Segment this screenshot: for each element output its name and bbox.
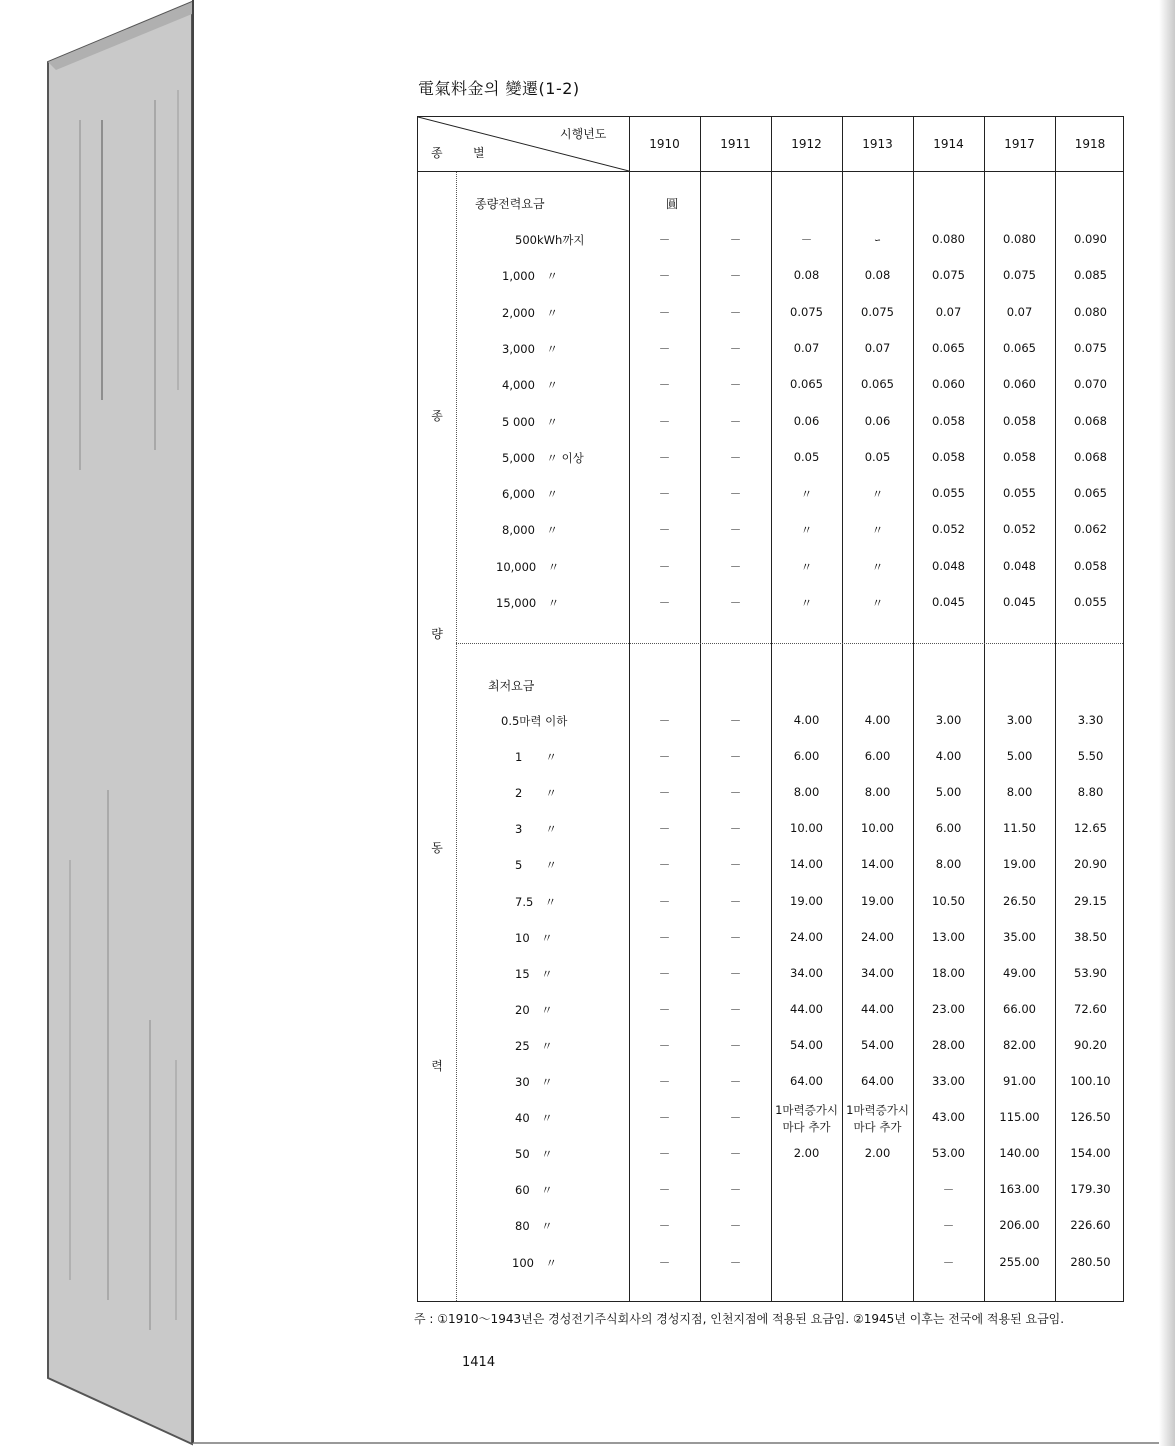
table-cell: 0.055 — [1074, 595, 1107, 609]
table-cell: 6.00 — [793, 749, 820, 764]
table-cell: 〃 — [871, 523, 884, 538]
table-cell: 72.60 — [1074, 1001, 1107, 1016]
year-header: 1914 — [933, 137, 964, 151]
table-cell: － — [658, 414, 671, 429]
table-cell: 280.50 — [1070, 1254, 1111, 1269]
table-cell: － — [658, 1075, 671, 1089]
table-cell: 11.50 — [1003, 821, 1036, 836]
table-cell: 0.060 — [1003, 377, 1036, 392]
table-cell: － — [729, 487, 742, 502]
table-cell: 44.00 — [790, 1001, 823, 1016]
table-cell: － — [658, 341, 671, 356]
table-cell: － — [658, 487, 671, 502]
table-cell: 0.048 — [1003, 558, 1036, 573]
table-cell: 19.00 — [790, 893, 823, 908]
table-row — [418, 522, 1125, 542]
table-cell: － — [729, 894, 742, 909]
table-row — [418, 486, 1125, 506]
table-cell: 0.07 — [793, 340, 820, 355]
table-cell: 0.05 — [864, 449, 891, 464]
table-cell: 0.070 — [1074, 377, 1107, 392]
table-cell: 8.80 — [1077, 785, 1104, 800]
row-label: 15 〃 — [515, 966, 553, 981]
table-cell: 100.10 — [1070, 1074, 1111, 1088]
category-char: 종 — [431, 409, 443, 423]
row-label: 100 〃 — [512, 1255, 557, 1270]
table-cell: 0.058 — [1003, 449, 1036, 464]
table-cell: 53.00 — [932, 1146, 965, 1161]
table-row — [418, 450, 1125, 470]
table-cell: 0.07 — [935, 304, 962, 319]
row-label: 3 〃 — [515, 822, 557, 837]
table-cell: 3.30 — [1077, 713, 1104, 727]
row-label: 7.5 〃 — [515, 894, 557, 909]
table-cell: 2.00 — [864, 1146, 891, 1161]
table-cell: 4.00 — [793, 713, 820, 727]
book-spine-edge — [0, 0, 200, 1446]
row-label: 5 000 〃 — [502, 414, 558, 429]
table-row — [418, 341, 1125, 361]
table-cell: 10.50 — [932, 893, 965, 908]
table-cell: ｰ — [874, 233, 881, 247]
year-header: 1912 — [791, 137, 822, 151]
table-cell: 0.07 — [1006, 304, 1033, 319]
table-cell: － — [658, 966, 671, 981]
table-cell: － — [658, 786, 671, 801]
year-header: 1910 — [649, 137, 680, 151]
table-row — [418, 1074, 1125, 1094]
table-cell: 26.50 — [1003, 893, 1036, 908]
table-cell: 4.00 — [864, 713, 891, 727]
table-cell: 38.50 — [1074, 929, 1107, 944]
table-cell: 34.00 — [790, 965, 823, 980]
table-row — [418, 232, 1125, 252]
row-label: 20 〃 — [515, 1002, 553, 1017]
table-cell: 163.00 — [999, 1182, 1040, 1197]
page-number: 1414 — [462, 1355, 496, 1370]
table-cell: 3.00 — [935, 713, 962, 727]
category-char: 력 — [431, 1059, 443, 1073]
table-cell: － — [658, 822, 671, 837]
table-cell: 8.00 — [935, 857, 962, 872]
table-cell: 0.08 — [793, 268, 820, 283]
table-cell: － — [729, 596, 742, 610]
table-cell: － — [658, 378, 671, 393]
table-cell: 0.085 — [1074, 268, 1107, 283]
table-row — [418, 930, 1125, 950]
table-cell: 0.062 — [1074, 522, 1107, 537]
row-label: 50 〃 — [515, 1147, 553, 1162]
table-cell: 8.00 — [864, 785, 891, 800]
row-label: 4,000 〃 — [502, 378, 558, 393]
table-cell: 0.075 — [1074, 340, 1107, 355]
row-label: 15,000 〃 — [496, 596, 560, 610]
table-row — [418, 1002, 1125, 1022]
table-cell: 33.00 — [932, 1074, 965, 1088]
footnote: 주 : ①1910～1943년은 경성전기주식회사의 경성지점, 인천지점에 적용된 요금임. ②1945년 이후는 전국에 적용된 요금임. — [414, 1312, 1065, 1326]
table-cell: 24.00 — [861, 929, 894, 944]
table-cell: － — [658, 450, 671, 465]
table-cell: － — [658, 894, 671, 909]
table-cell: 14.00 — [861, 857, 894, 872]
table-cell: 0.055 — [1003, 486, 1036, 501]
row-label: 60 〃 — [515, 1183, 553, 1198]
table-cell: － — [729, 714, 742, 728]
table-cell: 0.058 — [1003, 413, 1036, 428]
table-cell: － — [942, 1219, 955, 1234]
table-cell: 0.055 — [932, 486, 965, 501]
table-cell: 54.00 — [861, 1037, 894, 1052]
table-cell: 0.080 — [932, 232, 965, 246]
table-cell: 35.00 — [1003, 929, 1036, 944]
year-header: 1917 — [1004, 137, 1035, 151]
table-row — [418, 894, 1125, 914]
table-cell: 6.00 — [935, 821, 962, 836]
table-row — [418, 559, 1125, 579]
table-cell: － — [658, 559, 671, 574]
table-cell: － — [729, 269, 742, 284]
table-cell: － — [729, 750, 742, 765]
table-cell: － — [658, 305, 671, 320]
table-cell: 0.05 — [793, 449, 820, 464]
category-char: 량 — [431, 627, 443, 641]
table-cell: － — [729, 1255, 742, 1270]
table-row — [418, 1218, 1125, 1238]
increment-note: 1마력증가시 마다 추가 — [846, 1103, 909, 1134]
table-cell: － — [942, 1183, 955, 1198]
table-cell: － — [729, 930, 742, 945]
table-cell: 0.075 — [932, 268, 965, 283]
table-cell: － — [729, 1147, 742, 1162]
table-cell: － — [658, 714, 671, 728]
row-label: 1 〃 — [515, 750, 557, 765]
table-cell: 23.00 — [932, 1001, 965, 1016]
table-cell: － — [729, 1219, 742, 1234]
table-cell: － — [729, 786, 742, 801]
table-cell: 54.00 — [790, 1037, 823, 1052]
table-cell: 64.00 — [861, 1074, 894, 1088]
row-label: 1,000 〃 — [502, 269, 558, 284]
table-row — [418, 595, 1125, 615]
table-cell: 154.00 — [1070, 1146, 1111, 1161]
table-cell: － — [658, 750, 671, 765]
table-cell: 0.068 — [1074, 449, 1107, 464]
table-cell: 19.00 — [861, 893, 894, 908]
table-cell: － — [658, 523, 671, 538]
table-cell: 〃 — [800, 596, 813, 610]
table-cell: － — [942, 1255, 955, 1270]
table-row — [418, 377, 1125, 397]
section-title: 최저요금 — [488, 679, 535, 693]
table-cell: － — [729, 1038, 742, 1053]
table-cell: 5.00 — [1006, 749, 1033, 764]
table-cell: 10.00 — [861, 821, 894, 836]
table-cell: 115.00 — [999, 1110, 1040, 1125]
row-label: 10,000 〃 — [496, 559, 560, 574]
category-axis-label-1: 종 — [431, 146, 443, 160]
table-cell: － — [800, 233, 813, 247]
table-cell: 0.08 — [864, 268, 891, 283]
table-cell: 2.00 — [793, 1146, 820, 1161]
table-cell: 91.00 — [1003, 1074, 1036, 1088]
table-cell: 10.00 — [790, 821, 823, 836]
table-cell: 179.30 — [1070, 1182, 1111, 1197]
table-cell: 0.060 — [932, 377, 965, 392]
row-label: 500kWh까지 — [515, 233, 585, 247]
table-cell: － — [729, 305, 742, 320]
table-cell: － — [658, 269, 671, 284]
table-row — [418, 1255, 1125, 1275]
table-cell: 0.065 — [1003, 340, 1036, 355]
table-cell: － — [658, 930, 671, 945]
table-cell: － — [658, 1255, 671, 1270]
header-divider — [418, 171, 1123, 172]
table-cell: 0.065 — [790, 377, 823, 392]
table-cell: 0.065 — [861, 377, 894, 392]
table-cell: － — [729, 858, 742, 873]
table-cell: 18.00 — [932, 965, 965, 980]
table-cell: 8.00 — [1006, 785, 1033, 800]
table-cell: － — [729, 341, 742, 356]
row-label: 6,000 〃 — [502, 487, 558, 502]
table-cell: － — [658, 1038, 671, 1053]
row-label: 80 〃 — [515, 1219, 553, 1234]
table-cell: 64.00 — [790, 1074, 823, 1088]
row-label: 5 〃 — [515, 858, 557, 873]
table-row — [418, 1182, 1125, 1202]
year-header: 1911 — [720, 137, 751, 151]
table-cell: 0.075 — [861, 304, 894, 319]
table-cell: 13.00 — [932, 929, 965, 944]
table-cell: － — [729, 378, 742, 393]
table-cell: 255.00 — [999, 1254, 1040, 1269]
table-cell: － — [729, 559, 742, 574]
table-row — [418, 857, 1125, 877]
section-divider — [456, 643, 1123, 644]
table-cell: 6.00 — [864, 749, 891, 764]
table-cell: 0.07 — [864, 340, 891, 355]
document-title: 電氣料金의 變遷(1-2) — [418, 79, 580, 98]
table-cell: 43.00 — [932, 1110, 965, 1125]
row-label: 2,000 〃 — [502, 305, 558, 320]
table-cell: 0.045 — [1003, 595, 1036, 609]
table-row — [418, 713, 1125, 733]
table-cell: 44.00 — [861, 1001, 894, 1016]
table-cell: － — [729, 1002, 742, 1017]
table-cell: 〃 — [871, 487, 884, 502]
row-label: 40 〃 — [515, 1111, 553, 1126]
row-label: 10 〃 — [515, 930, 553, 945]
table-cell: 126.50 — [1070, 1110, 1111, 1125]
table-cell: － — [729, 1075, 742, 1089]
table-cell: － — [729, 523, 742, 538]
table-cell: 5.00 — [935, 785, 962, 800]
table-cell: 140.00 — [999, 1146, 1040, 1161]
table-cell: － — [658, 858, 671, 873]
table-cell: 0.06 — [864, 413, 891, 428]
table-cell: 0.090 — [1074, 232, 1107, 246]
row-label: 0.5마력 이하 — [501, 714, 568, 728]
table-cell: － — [729, 1183, 742, 1198]
table-cell: － — [658, 1183, 671, 1198]
rate-table — [417, 116, 1124, 1302]
table-cell: － — [658, 596, 671, 610]
table-cell: － — [729, 822, 742, 837]
table-cell: 0.065 — [932, 340, 965, 355]
table-cell: 226.60 — [1070, 1218, 1111, 1233]
table-row — [418, 414, 1125, 434]
table-cell: － — [658, 1219, 671, 1234]
table-cell: 〃 — [800, 523, 813, 538]
table-cell: － — [729, 966, 742, 981]
table-cell: 0.052 — [1003, 522, 1036, 537]
table-cell: 49.00 — [1003, 965, 1036, 980]
table-cell: 24.00 — [790, 929, 823, 944]
table-cell: 0.080 — [1074, 304, 1107, 319]
table-row — [418, 268, 1125, 288]
year-header: 1918 — [1074, 137, 1106, 151]
table-cell: 19.00 — [1003, 857, 1036, 872]
table-cell: 0.052 — [932, 522, 965, 537]
table-row — [418, 821, 1125, 841]
table-cell: － — [658, 1111, 671, 1126]
table-cell: － — [729, 450, 742, 465]
table-cell: 53.90 — [1074, 965, 1107, 980]
table-cell: 0.065 — [1074, 486, 1107, 501]
table-cell: 〃 — [871, 559, 884, 574]
table-cell: 0.045 — [932, 595, 965, 609]
unit-label: 圓 — [666, 197, 679, 211]
table-cell: 29.15 — [1074, 893, 1107, 908]
table-cell: 14.00 — [790, 857, 823, 872]
section-title: 종량전력요금 — [475, 197, 545, 211]
table-cell: 0.06 — [793, 413, 820, 428]
table-cell: 34.00 — [861, 965, 894, 980]
table-cell: － — [729, 414, 742, 429]
table-cell: 〃 — [800, 559, 813, 574]
table-cell: 0.058 — [932, 449, 965, 464]
table-cell: 206.00 — [999, 1218, 1040, 1233]
row-label: 5,000 〃 이상 — [502, 450, 584, 465]
year-header: 1913 — [862, 137, 893, 151]
table-cell: 3.00 — [1006, 713, 1033, 727]
table-row — [418, 1038, 1125, 1058]
category-axis-label-2: 별 — [473, 146, 485, 160]
table-cell: 82.00 — [1003, 1037, 1036, 1052]
table-row — [418, 749, 1125, 769]
table-cell: 0.075 — [790, 304, 823, 319]
table-cell: 〃 — [800, 487, 813, 502]
row-label: 25 〃 — [515, 1038, 553, 1053]
row-label: 3,000 〃 — [502, 341, 558, 356]
table-cell: 90.20 — [1074, 1037, 1107, 1052]
table-cell: － — [729, 1111, 742, 1126]
table-cell: 0.080 — [1003, 232, 1036, 246]
table-cell: － — [729, 233, 742, 247]
table-cell: 66.00 — [1003, 1001, 1036, 1016]
table-cell: 28.00 — [932, 1037, 965, 1052]
table-cell: 〃 — [871, 596, 884, 610]
table-cell: 4.00 — [935, 749, 962, 764]
table-row — [418, 1146, 1125, 1166]
table-cell: 0.075 — [1003, 268, 1036, 283]
table-cell: 0.068 — [1074, 413, 1107, 428]
row-label: 8,000 〃 — [502, 523, 558, 538]
table-cell: 0.058 — [932, 413, 965, 428]
category-char: 동 — [431, 841, 443, 855]
table-cell: 0.048 — [932, 558, 965, 573]
page-edge-shadow — [1159, 0, 1175, 1446]
increment-note: 1마력증가시 마다 추가 — [775, 1103, 838, 1134]
row-label: 30 〃 — [515, 1075, 553, 1089]
table-cell: － — [658, 1002, 671, 1017]
year-axis-label: 시행년도 — [560, 127, 607, 141]
table-cell: 20.90 — [1074, 857, 1107, 872]
table-row — [418, 305, 1125, 325]
table-row — [418, 966, 1125, 986]
table-cell: － — [658, 233, 671, 247]
row-label: 2 〃 — [515, 786, 557, 801]
table-row — [418, 785, 1125, 805]
table-cell: 12.65 — [1074, 821, 1107, 836]
table-cell: 0.058 — [1074, 558, 1107, 573]
table-cell: － — [658, 1147, 671, 1162]
table-cell: 5.50 — [1077, 749, 1104, 764]
table-cell: 8.00 — [793, 785, 820, 800]
